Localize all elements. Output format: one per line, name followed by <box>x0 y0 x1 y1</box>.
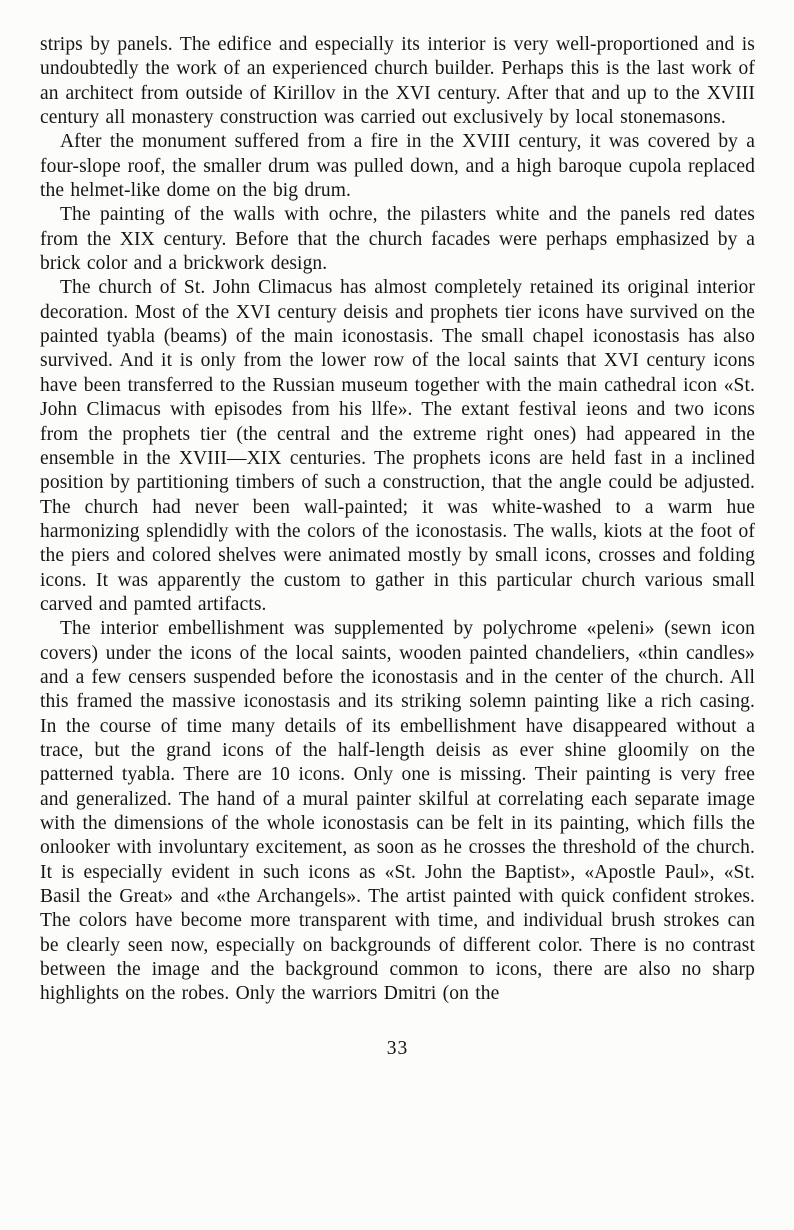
page-number: 33 <box>386 1037 409 1059</box>
paragraph: strips by panels. The edifice and especially its interior is very well-proportioned and is undoubtedly the work of an experienced church builder. Perhaps this is the last work of an architect from outside of Kirillov in the XVI century. After that and up to the XVIII century all monastery construction was carried out exclusively by local stonemasons. <box>40 34 755 129</box>
page-text-block <box>40 33 755 1007</box>
paragraph: After the monument suffered from a fire in the XVIII century, it was covered by a four-slope roof, the smaller drum was pulled down, and a high baroque cupola replaced the helmet-like dome on the big drum. <box>40 131 755 202</box>
paragraph: The painting of the walls with ochre, the pilasters white and the panels red dates from the XIX century. Before that the church facades were perhaps emphasized by a brick color and a brickwork design. <box>40 204 755 275</box>
paragraph: The interior embellishment was supplemented by polychrome «peleni» (sewn icon covers) under the icons of the local saints, wooden painted chandeliers, «thin candles» and a few censers suspended before the iconostasis and in the center of the church. All this framed the massive iconostasis and its striking solemn painting like a rich casing. In the course of time many details of its embellishment have disappeared without a trace, but the grand icons of the half-length deisis as ever shine gloomily on the patterned tyabla. There are 10 icons. Only one is missing. Their painting is very free and generalized. The hand of a mural painter skilful at correlating each separate image with the dimensions of the whole iconostasis can be felt in its painting, which fills the onlooker with involuntary excitement, as soon as he crosses the threshold of the church. It is especially evident in such icons as «St. John the Baptist», «Apostle Paul», «St. Basil the Great» and «the Archangels». The artist painted with quick confident strokes. The colors have become more transparent with time, and individual brush strokes can be clearly seen now, especially on backgrounds of different color. There is no contrast between the image and the background common to icons, there are also no sharp highlights on the robes. Only the warriors Dmitri (on the <box>40 618 755 1005</box>
page-footer <box>40 1037 755 1061</box>
paragraph: The church of St. John Climacus has almost completely retained its original interior decoration. Most of the XVI century deisis and prophets tier icons have survived on the painted tyabla (beams) of the main iconostasis. The small chapel iconostasis has also survived. And it is only from the lower row of the local saints that XVI century icons have been transferred to the Russian museum together with the main cathedral icon «St. John Climacus with episodes from his llfe». The extant festival ieons and two icons from the prophets tier (the central and the extreme right ones) had appeared in the ensemble in the XVIII—XIX centuries. The prophets icons are held fast in a inclined position by partitioning timbers of such a construction, that the angle could be adjusted. The church had never been wall-painted; it was white-washed to a warm hue harmonizing splendidly with the colors of the iconostasis. The walls, kiots at the foot of the piers and colored shelves were animated mostly by small icons, crosses and folding icons. It was apparently the custom to gather in this particular church various small carved and pamted artifacts. <box>40 277 755 615</box>
